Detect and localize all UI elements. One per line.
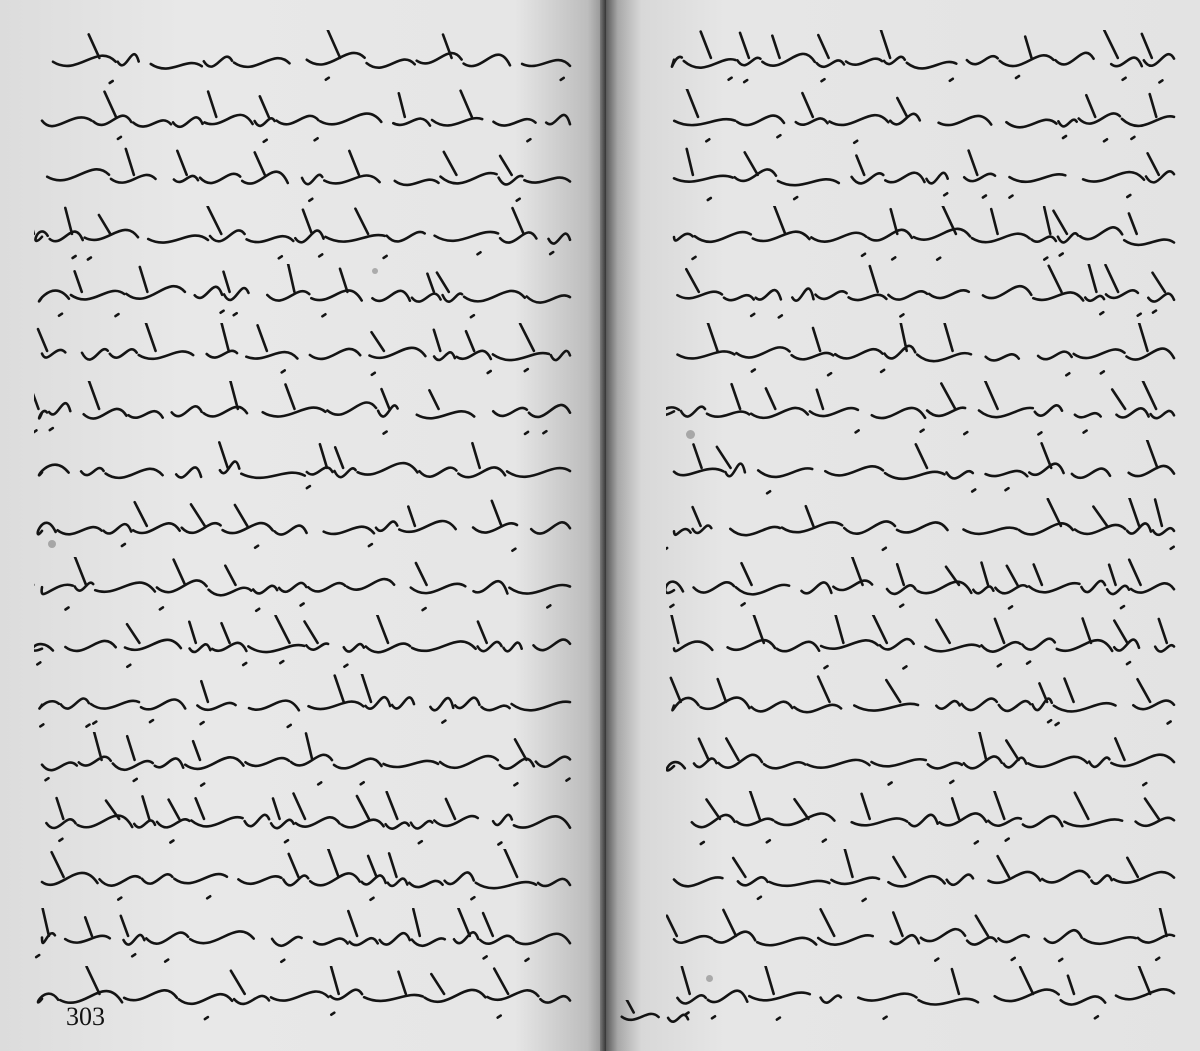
handwritten-line xyxy=(666,89,1178,148)
handwritten-line xyxy=(34,440,574,499)
handwriting-strokes xyxy=(666,908,1178,966)
handwritten-line xyxy=(666,966,1178,1025)
handwritten-line xyxy=(34,557,574,616)
catchword-handwriting xyxy=(606,1000,696,1030)
handwriting-strokes xyxy=(666,557,1178,615)
handwriting-strokes xyxy=(666,440,1178,498)
handwritten-line xyxy=(666,557,1178,616)
handwriting-strokes xyxy=(666,791,1178,849)
handwriting-strokes xyxy=(34,557,574,615)
handwritten-line xyxy=(34,381,574,440)
handwritten-line xyxy=(34,30,574,89)
handwritten-line xyxy=(34,89,574,148)
handwriting-strokes xyxy=(34,615,574,673)
handwriting-strokes xyxy=(666,381,1178,439)
handwriting-strokes xyxy=(34,440,574,498)
ink-spot xyxy=(48,540,56,548)
handwriting-strokes xyxy=(34,732,574,790)
handwriting-strokes xyxy=(34,323,574,381)
handwriting-strokes xyxy=(666,264,1178,322)
handwriting-strokes xyxy=(34,147,574,205)
handwriting-strokes xyxy=(34,89,574,147)
handwritten-line xyxy=(34,147,574,206)
handwriting-strokes xyxy=(34,264,574,322)
handwriting-strokes xyxy=(34,966,574,1024)
handwriting-strokes xyxy=(666,732,1178,790)
handwritten-line xyxy=(34,849,574,908)
handwritten-line xyxy=(666,908,1178,967)
handwriting-strokes xyxy=(666,323,1178,381)
handwritten-line xyxy=(666,498,1178,557)
handwriting-strokes xyxy=(34,206,574,264)
handwritten-line xyxy=(34,732,574,791)
handwritten-line xyxy=(666,30,1178,89)
handwritten-line xyxy=(34,908,574,967)
handwritten-line xyxy=(34,323,574,382)
handwriting-strokes xyxy=(666,206,1178,264)
handwriting-strokes xyxy=(666,498,1178,556)
handwriting-strokes xyxy=(666,966,1178,1024)
handwritten-line xyxy=(34,264,574,323)
left-handwritten-text-block xyxy=(34,30,574,1025)
handwritten-line xyxy=(34,966,574,1025)
handwritten-line xyxy=(666,323,1178,382)
handwriting-strokes xyxy=(666,674,1178,732)
handwriting-strokes xyxy=(666,615,1178,673)
handwritten-line xyxy=(666,264,1178,323)
handwriting-strokes xyxy=(34,30,574,88)
handwritten-line xyxy=(666,381,1178,440)
handwritten-line xyxy=(666,615,1178,674)
handwritten-line xyxy=(34,674,574,733)
handwritten-line xyxy=(34,498,574,557)
handwriting-strokes xyxy=(666,147,1178,205)
page-number: 303 xyxy=(66,1002,105,1031)
handwritten-line xyxy=(666,849,1178,908)
handwritten-line xyxy=(666,732,1178,791)
handwritten-line xyxy=(666,674,1178,733)
handwriting-strokes xyxy=(666,30,1178,88)
handwritten-line xyxy=(666,791,1178,850)
handwriting-strokes xyxy=(666,89,1178,147)
handwriting-strokes xyxy=(34,908,574,966)
ink-spot xyxy=(372,268,378,274)
handwriting-strokes xyxy=(666,849,1178,907)
handwriting-strokes xyxy=(34,849,574,907)
handwritten-line xyxy=(34,791,574,850)
handwritten-line xyxy=(34,206,574,265)
right-handwritten-text-block xyxy=(666,30,1178,1025)
handwritten-line xyxy=(34,615,574,674)
handwriting-strokes xyxy=(34,674,574,732)
handwritten-line xyxy=(666,147,1178,206)
handwriting-strokes xyxy=(34,498,574,556)
handwritten-line xyxy=(666,440,1178,499)
handwriting-strokes xyxy=(34,791,574,849)
handwritten-line xyxy=(666,206,1178,265)
handwriting-strokes xyxy=(34,381,574,439)
